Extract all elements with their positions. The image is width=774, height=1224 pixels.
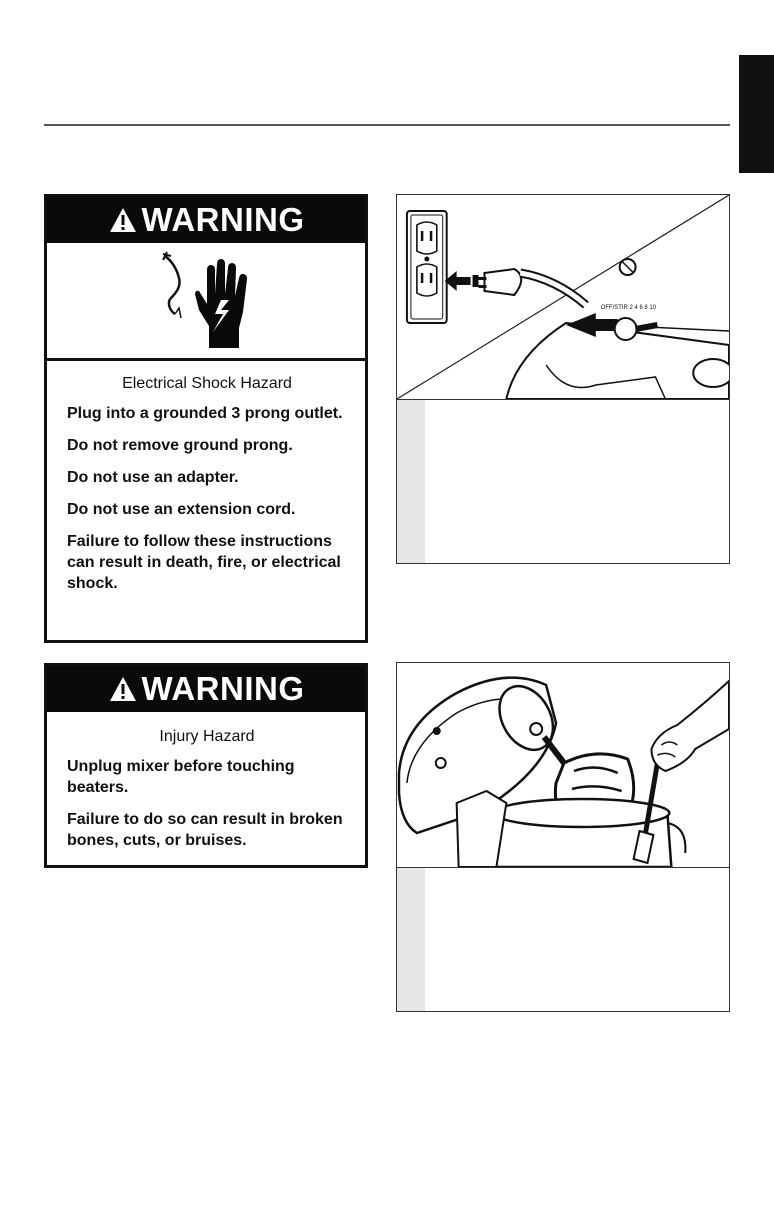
shock-icon-area (47, 243, 365, 361)
figure-caption-area (397, 868, 729, 1012)
header-rule (44, 124, 730, 126)
beater-figure (396, 662, 730, 1012)
warning-line: Do not use an adapter. (67, 469, 239, 486)
warning-triangle-icon (108, 206, 138, 234)
hazard-title: Injury Hazard (159, 728, 255, 745)
plug-in-figure (396, 194, 730, 564)
warning-line: Do not use an extension cord. (67, 501, 296, 518)
plug-outlet-illustration (397, 195, 729, 400)
warning-header-text: WARNING (141, 201, 305, 238)
mixer-beater-illustration (397, 663, 729, 868)
speed-dial-label: OFF/STIR 2 4 6 8 10 (600, 304, 657, 312)
warning-header (47, 666, 365, 712)
language-tab (739, 55, 774, 173)
step-strip (397, 400, 425, 564)
warning-triangle-icon (108, 675, 138, 703)
warning-line: Unplug mixer before touching beaters. (67, 758, 295, 796)
warning-line: Failure to follow these instructions can result in death, fire, or electrical shock. (67, 533, 341, 592)
electric-shock-hand-icon (151, 248, 261, 353)
step-strip (397, 868, 425, 1012)
warning-header (47, 197, 365, 243)
warning-line: Failure to do so can result in broken bones, cuts, or bruises. (67, 811, 343, 849)
injury-hazard-warning (44, 663, 368, 868)
figure-caption-area (397, 400, 729, 564)
warning-header-text: WARNING (141, 670, 305, 707)
warning-line: Do not remove ground prong. (67, 437, 293, 454)
warning-line: Plug into a grounded 3 prong outlet. (67, 405, 343, 422)
electrical-shock-warning (44, 194, 368, 643)
hazard-title: Electrical Shock Hazard (122, 375, 292, 392)
